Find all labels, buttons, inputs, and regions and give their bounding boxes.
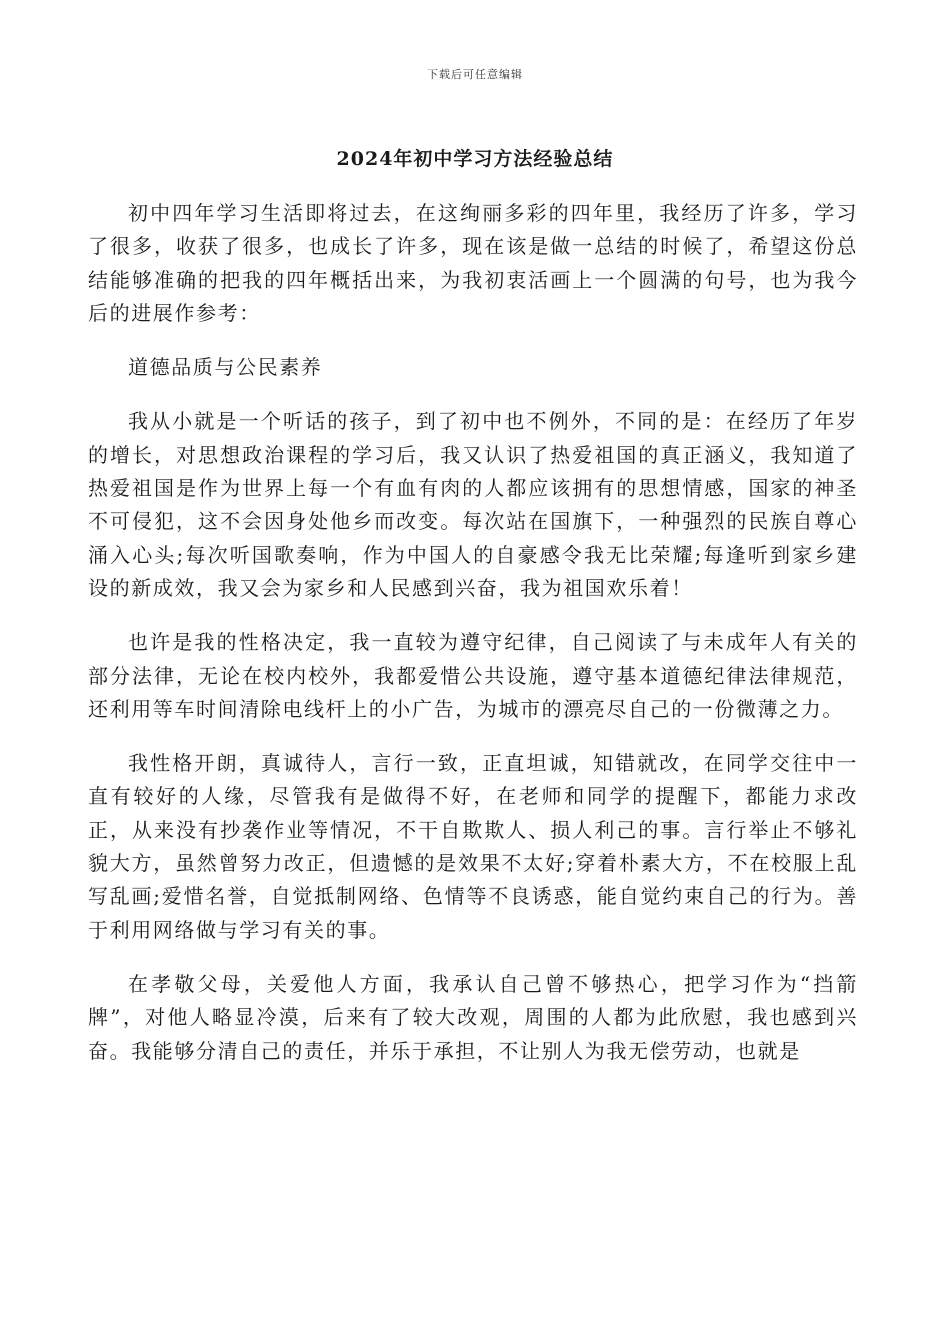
document-title: 2024年初中学习方法经验总结: [336, 148, 614, 170]
paragraph-intro: 初中四年学习生活即将过去，在这绚丽多彩的四年里，我经历了许多，学习了很多，收获了很多，也成长了许多，现在该是做一总结的时候了，希望这份总结能够准确的把我的四年概括出来，为我初衷活画上一个圆满的句号，也为我今后的进展作参考：: [88, 201, 858, 325]
paragraph-patriotism: 我从小就是一个听话的孩子，到了初中也不例外，不同的是：在经历了年岁的增长，对思想政治课程的学习后，我又认识了热爱祖国的真正涵义，我知道了热爱祖国是作为世界上每一个有血有肉的人都应该拥有的思想情感，国家的神圣不可侵犯，这不会因身处他乡而改变。每次站在国旗下，一种强烈的民族自尊心涌入心头;每次听国歌奏响，作为中国人的自豪感令我无比荣耀;每逢听到家乡建设的新成效，我又会为家乡和人民感到兴奋，我为祖国欢乐着！: [88, 409, 858, 600]
paragraph-character: 我性格开朗，真诚待人，言行一致，正直坦诚，知错就改，在同学交往中一直有较好的人缘，尽管我有是做得不好，在老师和同学的提醒下，都能力求改正，从来没有抄袭作业等情况，不干自欺欺人、损人利己的事。言行举止不够礼貌大方，虽然曾努力改正，但遗憾的是效果不太好;穿着朴素大方，不在校服上乱写乱画;爱惜名誉，自觉抵制网络、色情等不良诱惑，能自觉约束自己的行为。善于利用网络做与学习有关的事。: [88, 751, 858, 942]
header-note: 下载后可任意编辑: [427, 68, 523, 81]
section-heading: 道德品质与公民素养: [128, 355, 323, 380]
paragraph-family: 在孝敬父母，关爱他人方面，我承认自己曾不够热心，把学习作为“挡箭牌”，对他人略显冷漠，后来有了较大改观，周围的人都为此欣慰，我也感到兴奋。我能够分清自己的责任，并乐于承担，不让别人为我无偿劳动，也就是: [88, 971, 858, 1063]
document-body: [88, 197, 858, 1089]
paragraph-discipline: 也许是我的性格决定，我一直较为遵守纪律，自己阅读了与未成年人有关的部分法律，无论在校内校外，我都爱惜公共设施，遵守基本道德纪律法律规范，还利用等车时间清除电线杆上的小广告，为城市的漂亮尽自己的一份微薄之力。: [88, 630, 858, 721]
